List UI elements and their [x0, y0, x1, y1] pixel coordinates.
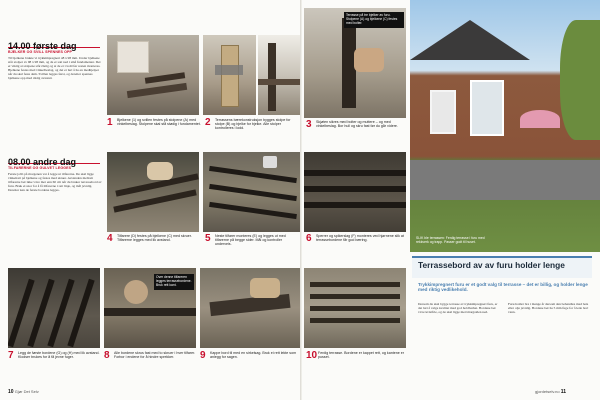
right-folio: gjordetselv.no 11: [535, 389, 567, 395]
inset-note-top: Terrasse på tre bjelker av furu. Stolpene (A) og bjelkene (C) festes med bolter.: [344, 12, 404, 28]
step7-caption: Legg de første bordene (G) og (H) med lik avstand. Klodser brukes for å få jevne fuger.: [18, 351, 100, 360]
step2-photo: [258, 35, 300, 115]
step7-number: 7: [8, 350, 14, 361]
step9-photo: [200, 268, 300, 348]
step9-number: 9: [200, 350, 206, 361]
inset-note: Over denne tilfareren legges terrassebordene. Bruk rett kant.: [154, 274, 194, 290]
step6-number: 6: [306, 233, 312, 244]
step1-photo: [107, 35, 199, 115]
feature-body-left: Dersom du skal bygge terrasse av trykkimpregnert furu, er det lurt å velge kvalitet med god holdbarhet. Bordene bør være kvistfrie, og de skal ligge med margsiden ned.: [418, 302, 498, 315]
day1-subheading: BJELKER OG SVILL SPENNES OPP: [8, 50, 73, 54]
step5-caption: Neste tilfarer monteres (E) og legges ut med tilfarerne på begge sider. Mål og kontroller underveis.: [215, 234, 286, 247]
feature-body-right: Furu holder bra i mange år dersom den behandles med beis eller olje jevnlig. Bordene bør ha 5 mm fuge for å lede bort vann.: [508, 302, 589, 315]
step1-caption: Bjelkene (1) og svillen festes på stolpene (A) med vinkelbeslag. Stolpene skal stå stødig i fundamentet.: [117, 118, 201, 127]
feature-lead: Trykkimpregnert furu er et godt valg til terrasse – det er billig, og holder lenge med riktig vedlikehold.: [418, 282, 588, 293]
step3-photo: [304, 8, 406, 118]
step2-number: 2: [205, 117, 211, 128]
step8-photo: [104, 268, 196, 348]
step10-photo: [304, 268, 406, 348]
step9-caption: Kappe bord til med en sirkelsag. Bruk ei rett lekte som anlegg for sagen.: [210, 351, 297, 360]
step3-number: 3: [306, 119, 312, 130]
step7-photo: [8, 268, 100, 348]
house-photo: [410, 0, 600, 252]
step6-photo: [304, 152, 406, 232]
day1-heading: 14.00 første dag: [8, 36, 100, 48]
page-gutter: [300, 0, 302, 400]
feature-title: Terrassebord av av furu holder lenge: [418, 260, 565, 270]
step8-number: 8: [104, 350, 110, 361]
step10-number: 10: [306, 350, 318, 361]
step4-photo: [107, 152, 199, 232]
day1-body-text: Til bjelkene brukte vi trykkimpregnert 48 x 98 mm. Under bjelkene står stolper av 98 x 98 mm, og de er satt ned i små fundamenter. Det er viktig at stolpene står riktig og at de er i lodd før resten monteres. Bjelkene festes med vinkelbeslag, og det er lurt å ha en medhjelper når du skal feste dem. Svillen legges først, og deretter spennes bjelkene opp med riktig avstand.: [8, 56, 101, 81]
step2-caption: Terrassens bærekonstruksjon bygges stolpe for stolpe (B) og bjelke for bjelke. Alle stolper kontrolleres i lodd.: [215, 118, 291, 131]
day2-body-text: Første jobb på morgenen var å legge ut tilfarerne. De skal ligge vinkelrett på bjelkene og festes med skruer. Avstanden mellom tilfarerne bør ikke være mer enn 60 cm når du bruker terrassebord av furu. Bruk ei snor for å få tilfarerne i rett linje, og mål jevnlig. Deretter kan de første bordene legges.: [8, 172, 102, 193]
step4-caption: Tilfarere (D) festes på bjelkene (C) med skruer. Tilfarerne legges med lik avstand.: [117, 234, 192, 243]
step1-detail-photo: [203, 35, 256, 115]
step8-caption: Alle bordene skrus fast med to skruer i hver tilfarer. Forbor i endene for å hindre sprekker.: [114, 351, 196, 360]
left-folio: 10 Gjør Det Selv: [8, 389, 39, 395]
step10-caption: Ferdig terrasse. Bordene er kappet rett, og kantene er pusset.: [318, 351, 404, 360]
day2-heading: 08.00 andre dag: [8, 152, 100, 164]
step4-number: 4: [107, 233, 113, 244]
step3-caption: Skjøten sikres med bolter og muttere – og med vinkelbeslag. Bor hull og skru fast før du går videre.: [316, 120, 398, 129]
step6-caption: Sperrer og spikerslag (F) monteres ved hjørnene slik at terrassebordene får god bæring.: [316, 234, 404, 243]
house-caption: SLIK ble terrassen: Ferdig terrasse i furu med rekkverk og trapp. Passer godt til huset.: [416, 236, 485, 245]
step5-number: 5: [205, 233, 211, 244]
step1-number: 1: [107, 117, 113, 128]
day2-subheading: TILFARERNE OG GULVET LEGGES: [8, 166, 72, 170]
step5-photo: [203, 152, 300, 232]
